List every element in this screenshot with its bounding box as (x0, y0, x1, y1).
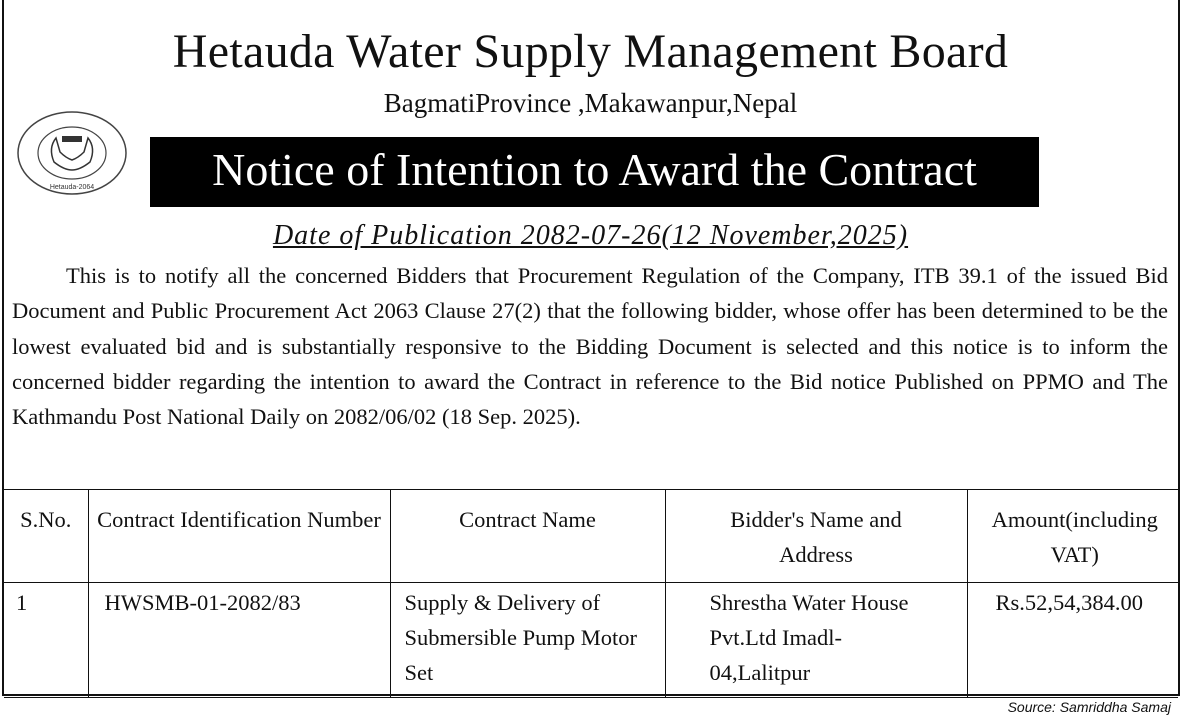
award-table (4, 489, 1178, 698)
table-header-row (4, 490, 1178, 583)
organization-title: Hetauda Water Supply Management Board (172, 25, 1009, 78)
header-bidder: Bidder's Name and Address (665, 490, 967, 583)
header-contract-id: Contract Identification Number (88, 490, 390, 583)
header-amount: Amount(including VAT) (967, 490, 1178, 583)
organization-address: BagmatiProvince ,Makawanpur,Nepal (383, 88, 798, 118)
source-credit: Source: Samriddha Samaj (1007, 699, 1171, 715)
cell-sno: 1 (4, 583, 88, 698)
notice-title-banner: Notice of Intention to Award the Contract (150, 137, 1039, 207)
notice-body: This is to notify all the concerned Bidders that Procurement Regulation of the Company, ITB 39.1 of the issued Bid Document and Public Procurement Act 2063 Clause 27(2) that the following bidder, whose offer has been determined to be the lowest evaluated bid and is substantially responsive to the Bidding Document is selected and this notice is to inform the concerned bidder regarding the intention to award the Contract in reference to the Bid notice Published on PPMO and The Kathmandu Post National Daily on 2082/06/02 (18 Sep. 2025). (12, 263, 1168, 430)
publication-date: Date of Publication 2082-07-26(12 November,2025) (272, 220, 909, 251)
svg-text:Hetauda-2064: Hetauda-2064 (49, 184, 95, 191)
cell-contract-id: HWSMB-01-2082/83 (88, 583, 390, 698)
organization-logo-icon (16, 110, 128, 196)
header-sno: S.No. (4, 490, 88, 583)
cell-contract-name: Supply & Delivery of Submersible Pump Motor Set (390, 583, 665, 698)
header-contract-name: Contract Name (390, 490, 665, 583)
cell-amount: Rs.52,54,384.00 (967, 583, 1178, 698)
table-row (4, 583, 1178, 698)
cell-bidder: Shrestha Water House Pvt.Ltd Imadl-04,Lalitpur (665, 583, 967, 698)
